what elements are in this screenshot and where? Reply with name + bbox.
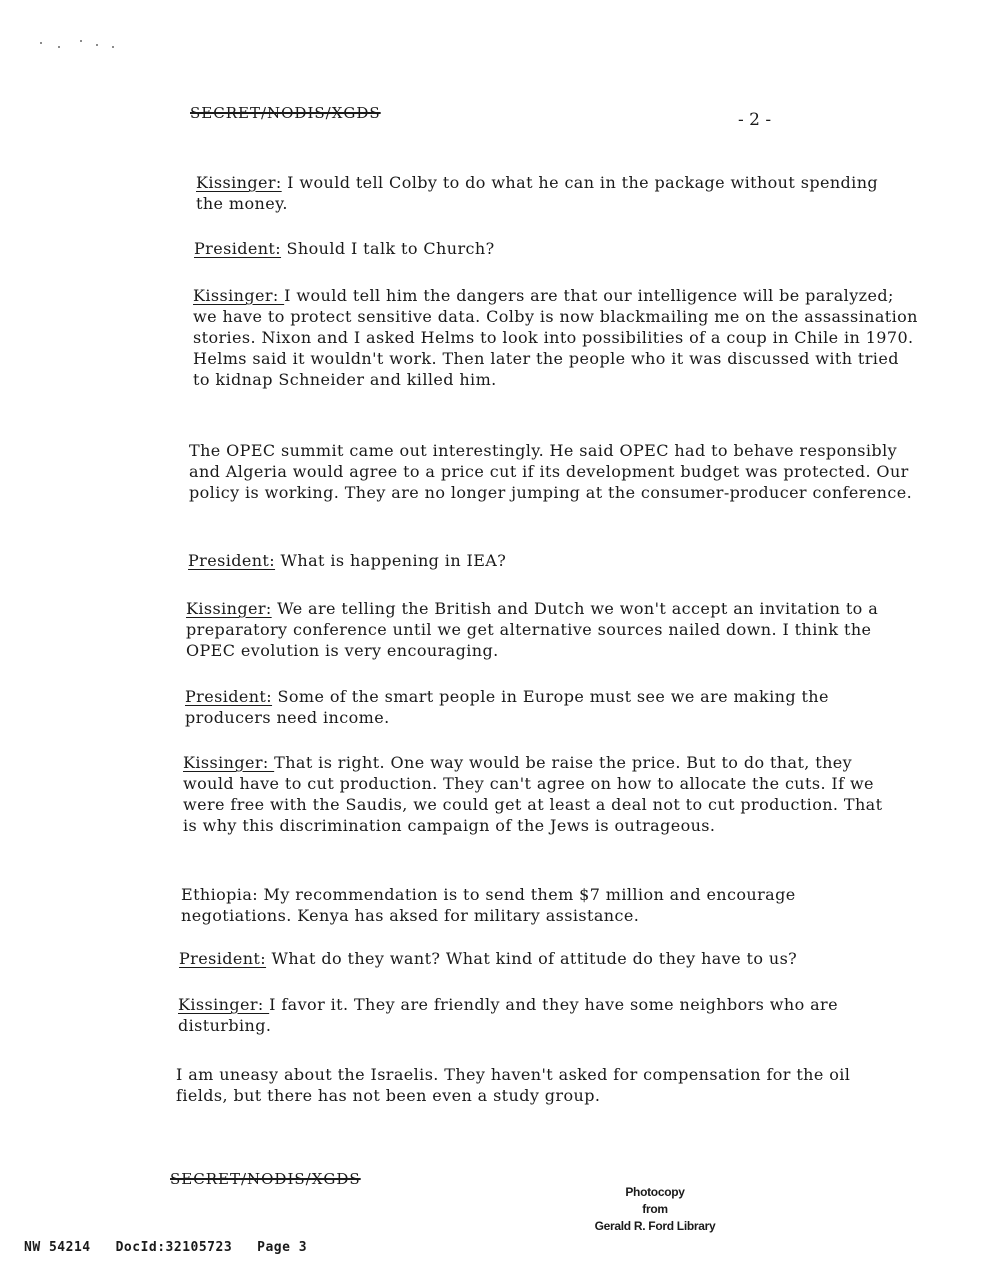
paragraph-text: I would tell him the dangers are that our intelligence will be paralyzed; we have to protect sensitive data. Colby is now blackmailing me on the assassination stories. Nixon and I asked Helms to look into possibilities of a coup in Chile in 1970. Helms said it wouldn't work. Then later the people who it was discussed with tried to kidnap Schneider and killed him. <box>193 286 918 389</box>
paragraph-text: I would tell Colby to do what he can in the package without spending the money. <box>196 173 879 213</box>
paragraph-9 <box>181 884 896 926</box>
paragraph-text: I am uneasy about the Israelis. They haven't asked for compensation for the oil fields, but there has not been even a study group. <box>176 1065 851 1105</box>
paragraph-4 <box>189 440 929 503</box>
paragraph-1 <box>196 172 886 214</box>
paragraph-11 <box>178 994 928 1036</box>
header-classification: SECRET/NODIS/XGDS <box>190 104 381 122</box>
paragraph-text: The OPEC summit came out interestingly. He said OPEC had to behave responsibly and Algeria would agree to a price cut if its development budget was protected. Our policy is working. They are no longer jumping at the consumer-producer conference. <box>189 441 913 502</box>
paragraph-text: Some of the smart people in Europe must see we are making the producers need income. <box>185 687 829 727</box>
speaker-label: President: <box>185 687 273 706</box>
paragraph-text: What do they want? What kind of attitude do they have to us? <box>266 949 798 968</box>
scan-speck <box>112 46 114 48</box>
library-stamp <box>585 1184 725 1235</box>
page-number: - 2 - <box>738 110 772 130</box>
speaker-label: President: <box>188 551 276 570</box>
paragraph-2 <box>194 238 884 259</box>
speaker-label: Kissinger: <box>193 286 285 305</box>
speaker-label: Kissinger: <box>178 995 270 1014</box>
paragraph-10 <box>179 948 899 969</box>
paragraph-12 <box>176 1064 906 1106</box>
paragraph-6 <box>186 598 926 661</box>
paragraph-text: I favor it. They are friendly and they have some neighbors who are disturbing. <box>178 995 838 1035</box>
speaker-label: Kissinger: <box>186 599 272 618</box>
footer-classification: SECRET/NODIS/XGDS <box>170 1170 361 1188</box>
paragraph-8 <box>183 752 898 836</box>
paragraph-3 <box>193 285 918 390</box>
stamp-line: from <box>642 1202 668 1216</box>
scan-speck <box>58 46 60 48</box>
scan-speck <box>80 40 82 42</box>
speaker-label: Kissinger: <box>183 753 275 772</box>
stamp-line: Photocopy <box>625 1185 685 1199</box>
paragraph-text: Ethiopia: My recommendation is to send them $7 million and encourage negotiations. Kenya has aksed for military assistance. <box>181 885 796 925</box>
scan-speck <box>96 44 98 46</box>
paragraph-text: We are telling the British and Dutch we won't accept an invitation to a preparatory conference until we get alternative sources nailed down. I think the OPEC evolution is very encouraging. <box>186 599 879 660</box>
speaker-label: President: <box>179 949 267 968</box>
scan-speck <box>40 42 42 44</box>
paragraph-text: That is right. One way would be raise the price. But to do that, they would have to cut production. They can't agree on how to allocate the cuts. If we were free with the Saudis, we could get at least a deal not to cut production. That is why this discrimination campaign of the Jews is outrageous. <box>183 753 883 835</box>
speaker-label: President: <box>194 239 282 258</box>
paragraph-text: Should I talk to Church? <box>281 239 495 258</box>
paragraph-7 <box>185 686 900 728</box>
paragraph-5 <box>188 550 878 571</box>
stamp-line: Gerald R. Ford Library <box>594 1219 716 1233</box>
paragraph-text: What is happening in IEA? <box>275 551 507 570</box>
document-id: NW 54214 DocId:32105723 Page 3 <box>24 1240 308 1255</box>
speaker-label: Kissinger: <box>196 173 282 192</box>
